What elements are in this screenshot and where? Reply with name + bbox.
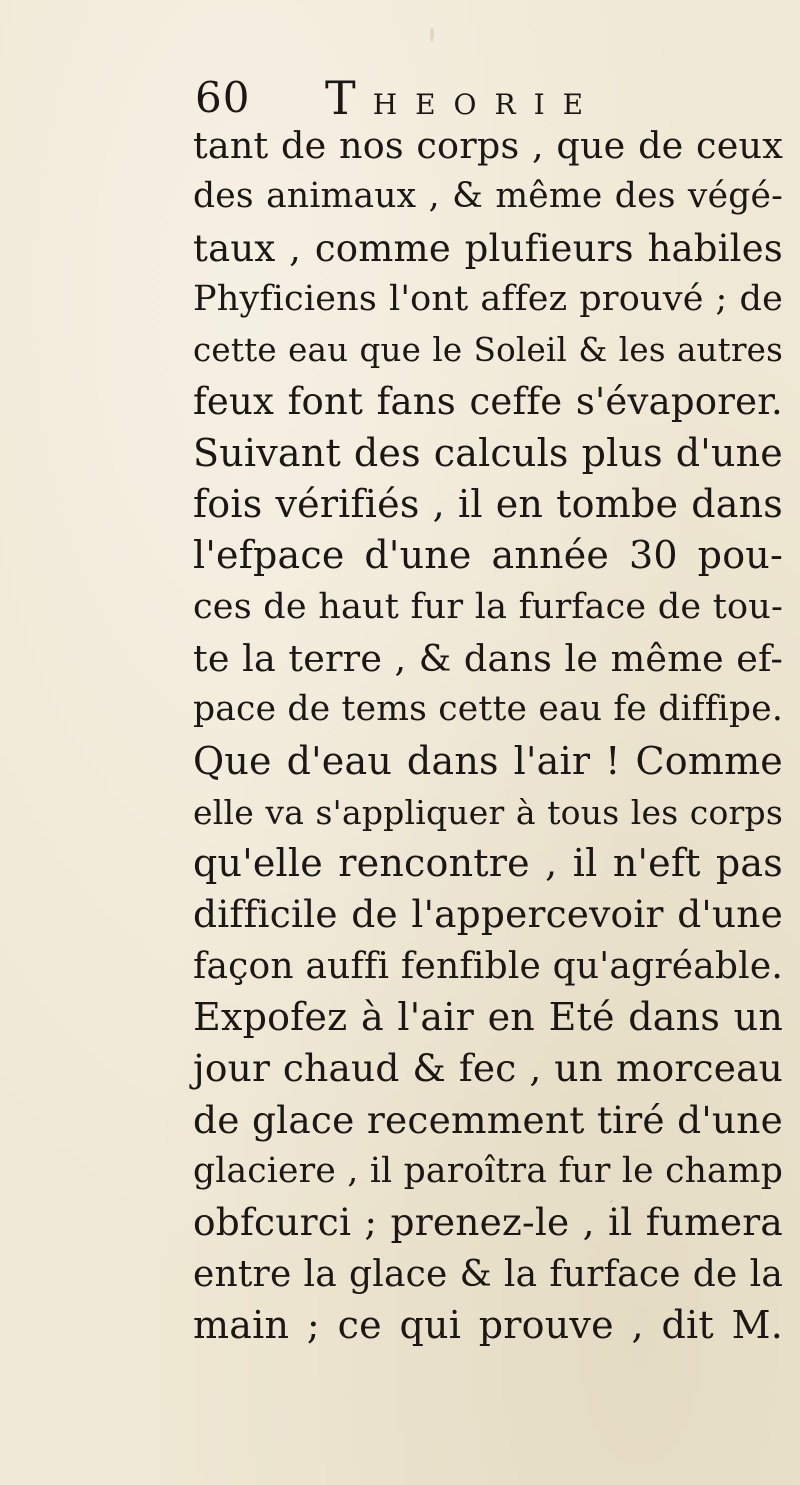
running-header — [195, 71, 715, 125]
text-line: de glace recemment tiré d'une — [193, 1097, 783, 1142]
text-line: qu'elle rencontre , il n'eft pas — [193, 841, 783, 886]
text-line: Que d'eau dans l'air ! Comme — [193, 738, 783, 783]
text-line: main ; ce qui prouve , dit M. — [193, 1302, 783, 1347]
text-line: façon auffi fenfible qu'agréable. — [193, 945, 783, 987]
text-line: des animaux , & même des végé- — [193, 176, 783, 217]
text-line: pace de tems cette eau fe diffipe. — [193, 689, 783, 730]
text-line: elle va s'appliquer à tous les corps — [193, 792, 783, 832]
text-line: ces de haut fur la furface de tou- — [193, 586, 783, 627]
text-line: jour chaud & fec , un morceau — [193, 1046, 783, 1091]
text-line: fois vérifiés , il en tombe dans — [193, 482, 783, 527]
text-line: glaciere , il paroîtra fur le champ — [193, 1150, 783, 1191]
text-line: obfcurci ; prenez-le , il fumera — [193, 1200, 783, 1245]
text-line: l'efpace d'une année 30 pou- — [193, 533, 783, 578]
body-text — [193, 120, 783, 1351]
text-line: difficile de l'appercevoir d'une — [193, 892, 783, 937]
running-title-initial: T — [325, 71, 357, 125]
text-line: Suivant des calculs plus d'une — [193, 430, 783, 475]
text-line: feux font fans ceffe s'évaporer. — [193, 380, 783, 424]
text-line: Phyficiens l'ont affez prouvé ; de — [193, 278, 783, 319]
running-title-rest: HEORIE — [372, 88, 602, 121]
text-line: Expofez à l'air en Eté dans un — [193, 995, 783, 1040]
text-line: taux , comme plufieurs habiles — [193, 226, 783, 270]
text-line: te la terre , & dans le même ef- — [193, 636, 783, 680]
text-line: tant de nos corps , que de ceux — [193, 124, 783, 167]
page-number: 60 — [195, 73, 251, 122]
text-line: entre la glace & la furface de la — [193, 1253, 783, 1295]
text-line: cette eau que le Soleil & les autres — [193, 331, 783, 370]
paper-blemish — [430, 28, 434, 42]
